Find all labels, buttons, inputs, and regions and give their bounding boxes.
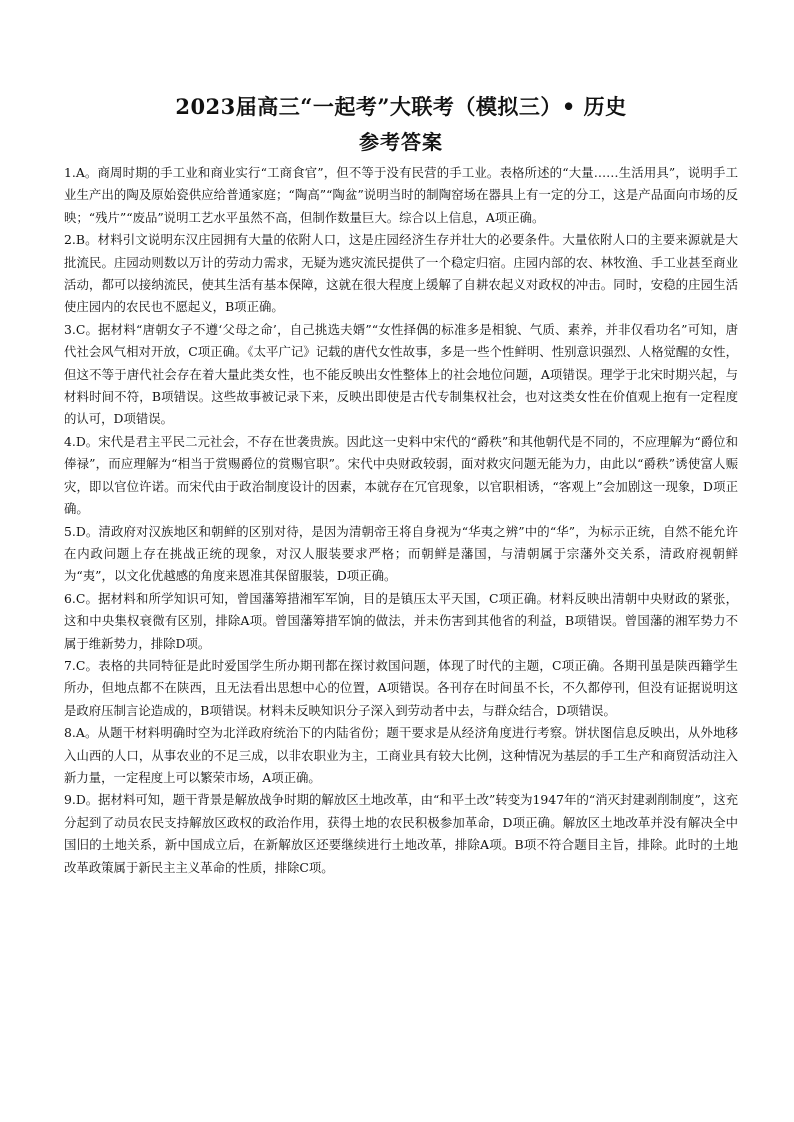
answer-list — [64, 162, 738, 879]
answer-item-3: 3.C。据材料“唐朝女子不遵‘父母之命’，自己挑选夫婿”“女性择偶的标准多是相貌、气质、素养，并非仅看功名”可知，唐代社会风气相对开放，C项正确。《太平广记》记载的唐代女性故事，多是一些个性鲜明、性别意识强烈、人格觉醒的女性，但这不等于唐代社会存在着大量此类女性，也不能反映出女性整体上的社会地位问题，A项错误。理学于北宋时期兴起，与材料时间不符，B项错误。这些故事被记录下来，反映出即使是古代专制集权社会，也对这类女性在价值观上抱有一定程度的认可，D项错误。 — [64, 321, 738, 427]
page-subtitle: 参考答案 — [359, 130, 443, 154]
answer-item-7: 7.C。表格的共同特征是此时爱国学生所办期刊都在探讨救国问题，体现了时代的主题，C项正确。各期刊虽是陕西籍学生所办，但地点都不在陕西，且无法看出思想中心的位置，A项错误。各刊存在时间虽不长，不久都停刊，但没有证据说明这是政府压制言论造成的，B项错误。材料未反映知识分子深入到劳动者中去，与群众结合，D项错误。 — [64, 657, 738, 718]
answer-item-4: 4.D。宋代是君主平民二元社会，不存在世袭贵族。因此这一史料中宋代的“爵秩”和其他朝代是不同的，不应理解为“爵位和俸禄”，而应理解为“相当于赏赐爵位的赏赐官职”。宋代中央财政较弱，面对救灾问题无能为力，由此以“爵秩”诱使富人赈灾，即以官位许诺。而宋代由于政治制度设计的因素，本就存在冗官现象，以官职相诱，“客观上”会加剧这一现象，D项正确。 — [64, 433, 738, 517]
answer-item-6: 6.C。据材料和所学知识可知，曾国藩筹措湘军军饷，目的是镇压太平天国，C项正确。材料反映出清朝中央财政的紧张，这和中央集权衰微有区别，排除A项。曾国藩筹措军饷的做法，并未伤害到其他省的利益，B项错误。曾国藩的湘军势力不属于维新势力，排除D项。 — [64, 590, 738, 651]
page-title: 2023届高三“一起考”大联考（模拟三）• 历史 — [175, 94, 627, 119]
answer-item-9: 9.D。据材料可知，题干背景是解放战争时期的解放区土地改革，由“和平土改”转变为1947年的“消灭封建剥削制度”，这充分起到了动员农民支持解放区政权的政治作用，获得土地的农民积极参加革命，D项正确。解放区土地改革并没有解决全中国旧的土地关系，新中国成立后，在新解放区还要继续进行土地改革，排除A项。B项不符合题目主旨，排除。此时的土地改革政策属于新民主主义革命的性质，排除C项。 — [64, 792, 738, 875]
answer-item-2: 2.B。材料引文说明东汉庄园拥有大量的依附人口，这是庄园经济生存并壮大的必要条件。大量依附人口的主要来源就是大批流民。庄园动则数以万计的劳动力需求，无疑为逃灾流民提供了一个稳定归宿。庄园内部的农、林牧渔、手工业甚至商业活动，都可以接纳流民，使其生活有基本保障，这就在很大程度上缓解了自耕农起义对政权的冲击。同时，安稳的庄园生活使庄园内的农民也不愿起义，B项正确。 — [64, 232, 738, 315]
answer-item-8: 8.A。从题干材料明确时空为北洋政府统治下的内陆省份；题干要求是从经济角度进行考察。饼状图信息反映出，从外地移入山西的人口，从事农业的不足三成，以非农职业为主，工商业具有较大比例，这种情况为基层的手工生产和商贸活动注入新力量，一定程度上可以繁荣市场，A项正确。 — [64, 725, 738, 785]
answer-item-1: 1.A。商周时期的手工业和商业实行“工商食官”，但不等于没有民营的手工业。表格所述的“大量……生活用具”，说明手工业生产出的陶及原始瓷供应给普通家庭；“陶高”“陶盆”说明当时的制陶窑场在器具上有一定的分工，这是产品面向市场的反映；“残片”“废品”说明工艺水平虽然不高，但制作数量巨大。综合以上信息，A项正确。 — [64, 165, 738, 225]
answer-item-5: 5.D。清政府对汉族地区和朝鲜的区别对待，是因为清朝帝王将自身视为“华夷之辨”中的“华”，为标示正统，自然不能允许在内政问题上存在挑战正统的现象，对汉人服装要求严格；而朝鲜是藩国，与清朝属于宗藩外交关系，清政府视朝鲜为“夷”，以文化优越感的角度来恩准其保留服装，D项正确。 — [64, 523, 738, 584]
